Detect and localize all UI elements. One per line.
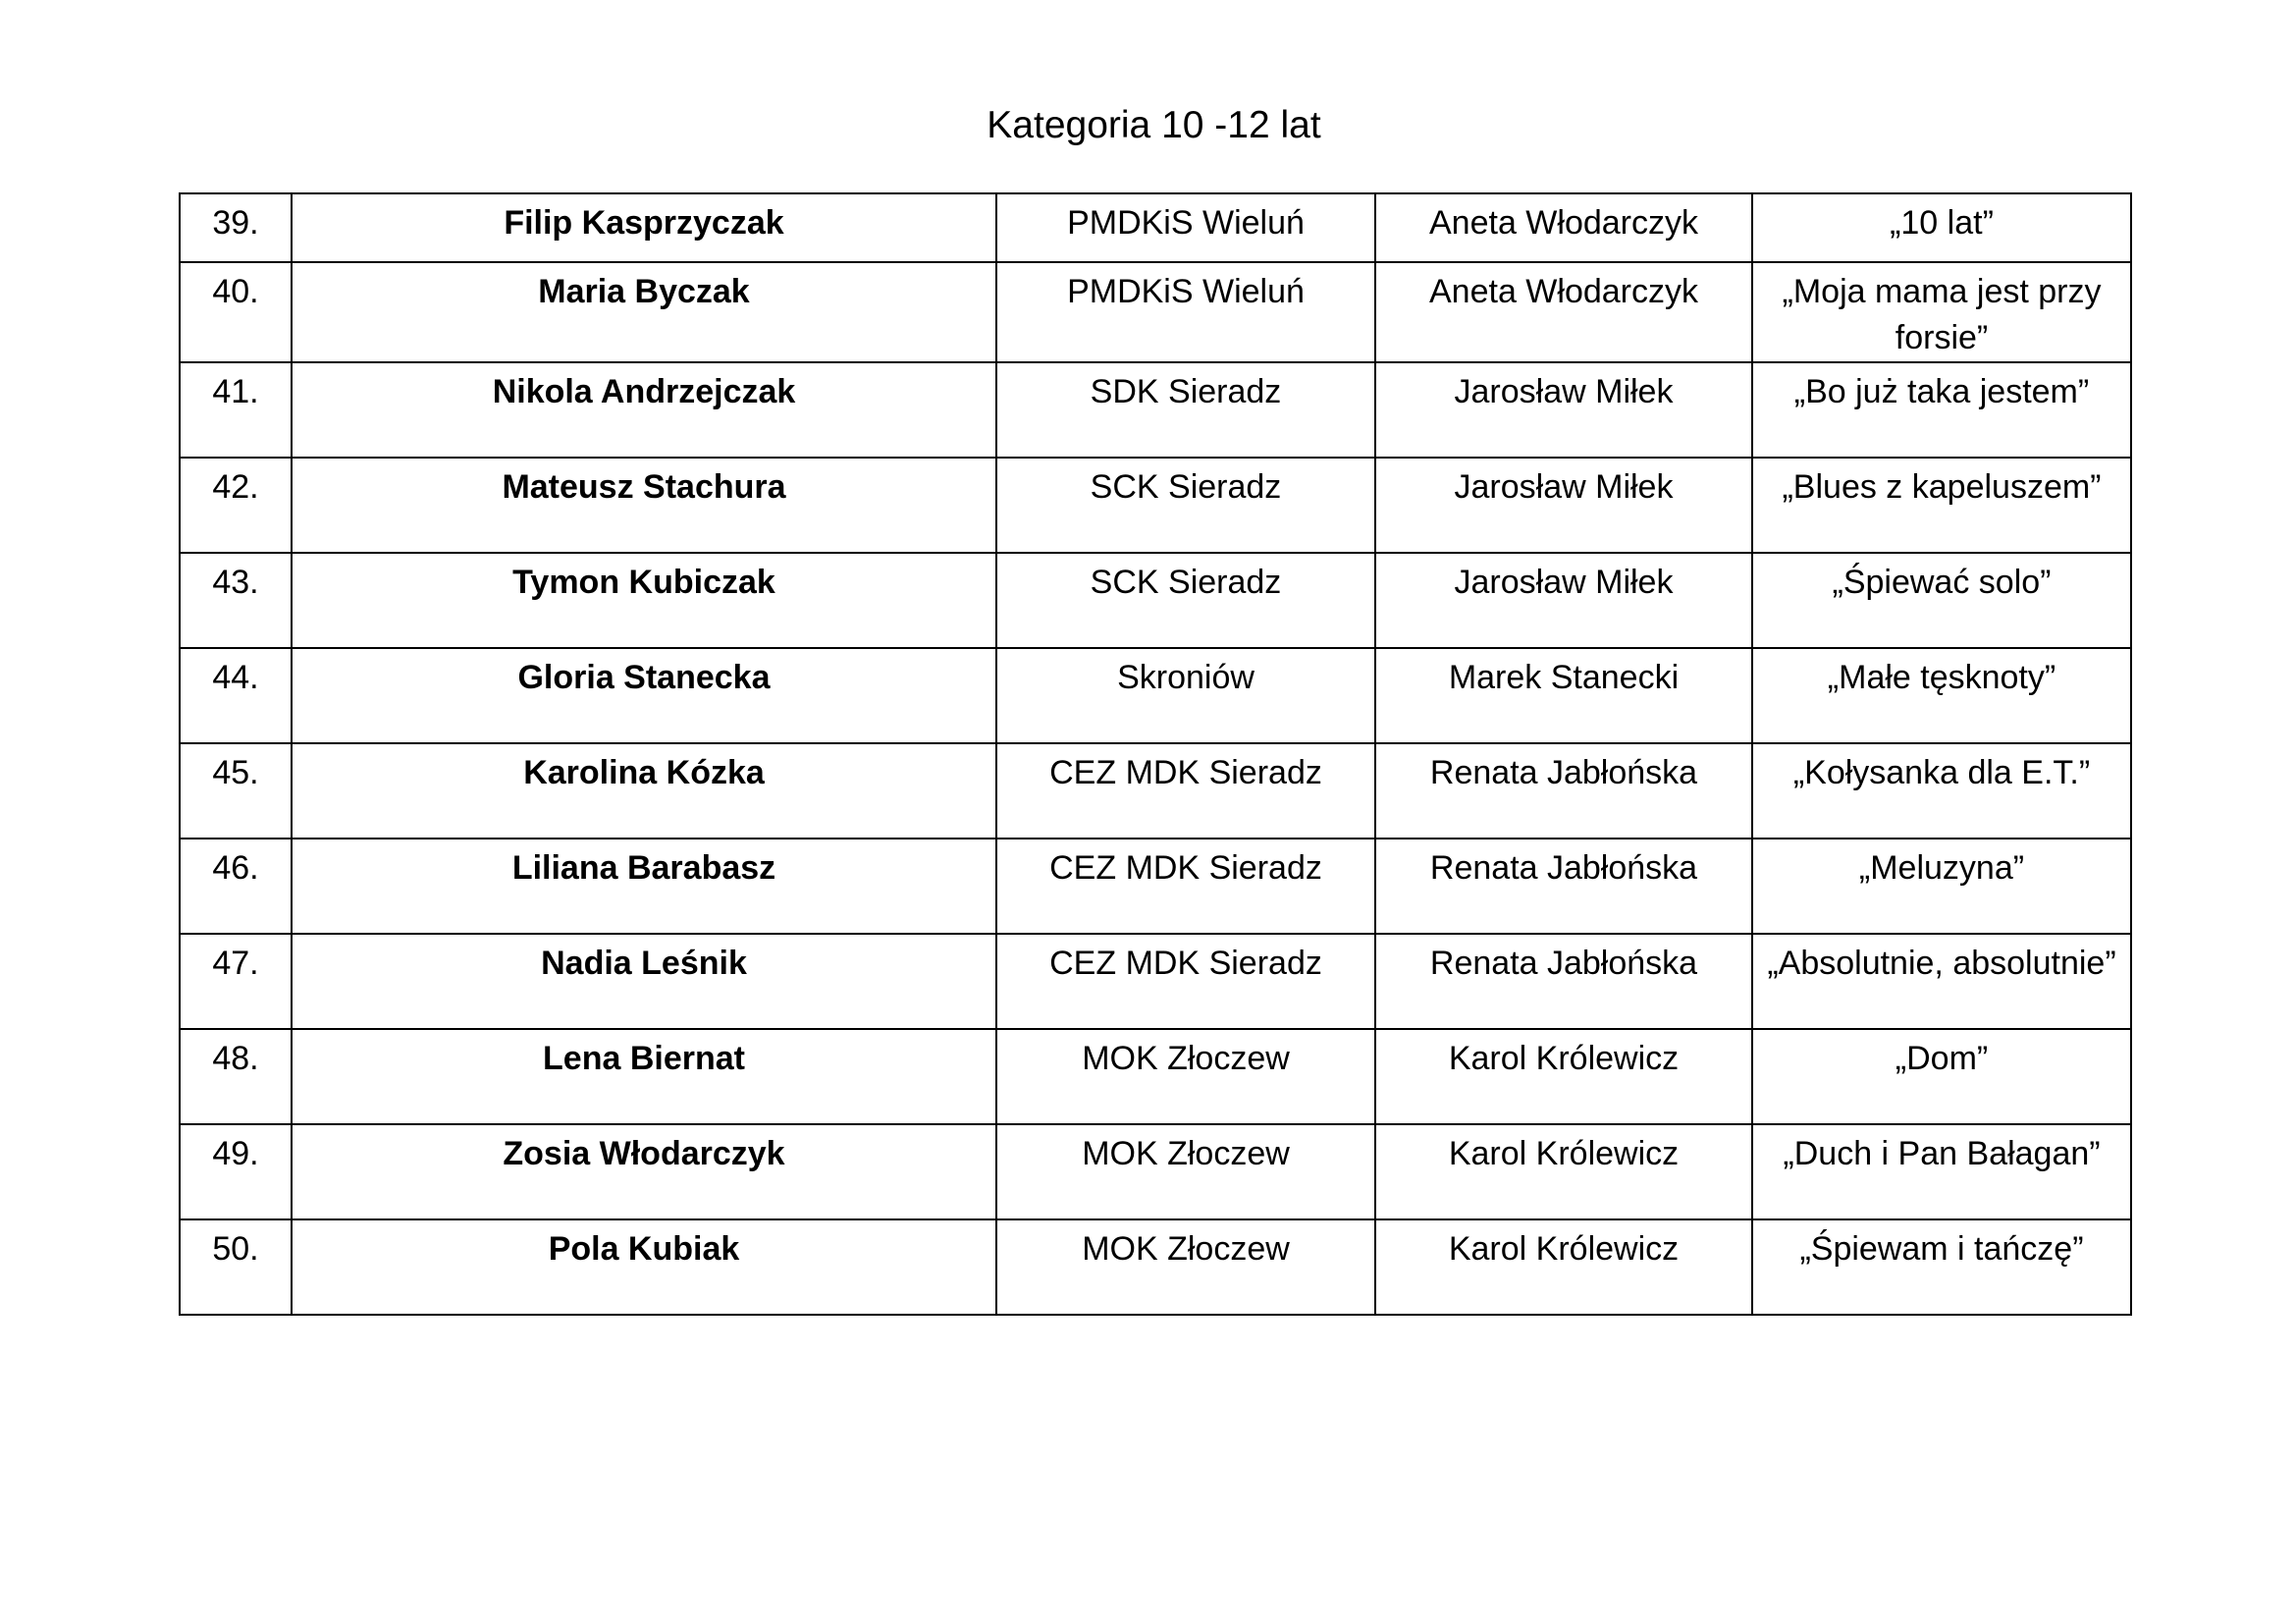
song-title: „Bo już taka jestem” (1752, 362, 2131, 458)
institution: CEZ MDK Sieradz (996, 934, 1375, 1029)
song-title: „Śpiewać solo” (1752, 553, 2131, 648)
participant-name: Lena Biernat (292, 1029, 996, 1124)
institution: CEZ MDK Sieradz (996, 839, 1375, 934)
song-title: „Śpiewam i tańczę” (1752, 1219, 2131, 1315)
teacher: Jarosław Miłek (1375, 362, 1752, 458)
entry-number: 45. (180, 743, 292, 839)
teacher: Aneta Włodarczyk (1375, 262, 1752, 362)
entry-number: 48. (180, 1029, 292, 1124)
participant-name: Pola Kubiak (292, 1219, 996, 1315)
institution: PMDKiS Wieluń (996, 262, 1375, 362)
teacher: Jarosław Miłek (1375, 458, 1752, 553)
entry-number: 49. (180, 1124, 292, 1219)
table-row (180, 743, 2131, 839)
institution: SDK Sieradz (996, 362, 1375, 458)
participants-table (179, 192, 2132, 1316)
institution: PMDKiS Wieluń (996, 193, 1375, 262)
song-title: „Absolutnie, absolutnie” (1752, 934, 2131, 1029)
page-title: Kategoria 10 -12 lat (987, 104, 1321, 146)
table-row (180, 553, 2131, 648)
institution: MOK Złoczew (996, 1029, 1375, 1124)
participant-name: Mateusz Stachura (292, 458, 996, 553)
table-row (180, 362, 2131, 458)
entry-number: 43. (180, 553, 292, 648)
entry-number: 40. (180, 262, 292, 362)
entry-number: 46. (180, 839, 292, 934)
participant-name: Tymon Kubiczak (292, 553, 996, 648)
entry-number: 50. (180, 1219, 292, 1315)
entry-number: 44. (180, 648, 292, 743)
institution: MOK Złoczew (996, 1219, 1375, 1315)
song-title: „Meluzyna” (1752, 839, 2131, 934)
entry-number: 47. (180, 934, 292, 1029)
entry-number: 39. (180, 193, 292, 262)
table-row (180, 193, 2131, 262)
entry-number: 42. (180, 458, 292, 553)
teacher: Karol Królewicz (1375, 1124, 1752, 1219)
teacher: Renata Jabłońska (1375, 743, 1752, 839)
teacher: Renata Jabłońska (1375, 839, 1752, 934)
participant-name: Nadia Leśnik (292, 934, 996, 1029)
institution: Skroniów (996, 648, 1375, 743)
participant-name: Nikola Andrzejczak (292, 362, 996, 458)
teacher: Aneta Włodarczyk (1375, 193, 1752, 262)
teacher: Renata Jabłońska (1375, 934, 1752, 1029)
participant-name: Maria Byczak (292, 262, 996, 362)
institution: CEZ MDK Sieradz (996, 743, 1375, 839)
teacher: Karol Królewicz (1375, 1029, 1752, 1124)
table-row (180, 648, 2131, 743)
table-row (180, 262, 2131, 362)
teacher: Karol Królewicz (1375, 1219, 1752, 1315)
song-title: „Małe tęsknoty” (1752, 648, 2131, 743)
song-title: „Moja mama jest przy forsie” (1752, 262, 2131, 362)
song-title: „10 lat” (1752, 193, 2131, 262)
participant-name: Gloria Stanecka (292, 648, 996, 743)
participant-name: Karolina Kózka (292, 743, 996, 839)
song-title: „Kołysanka dla E.T.” (1752, 743, 2131, 839)
table-row (180, 1029, 2131, 1124)
song-title: „Dom” (1752, 1029, 2131, 1124)
participant-name: Filip Kasprzyczak (292, 193, 996, 262)
entry-number: 41. (180, 362, 292, 458)
participant-name: Liliana Barabasz (292, 839, 996, 934)
song-title: „Blues z kapeluszem” (1752, 458, 2131, 553)
institution: MOK Złoczew (996, 1124, 1375, 1219)
table-row (180, 1124, 2131, 1219)
institution: SCK Sieradz (996, 458, 1375, 553)
participant-name: Zosia Włodarczyk (292, 1124, 996, 1219)
teacher: Jarosław Miłek (1375, 553, 1752, 648)
teacher: Marek Stanecki (1375, 648, 1752, 743)
table-row (180, 458, 2131, 553)
song-title: „Duch i Pan Bałagan” (1752, 1124, 2131, 1219)
table-row (180, 839, 2131, 934)
table-row (180, 1219, 2131, 1315)
table-row (180, 934, 2131, 1029)
institution: SCK Sieradz (996, 553, 1375, 648)
